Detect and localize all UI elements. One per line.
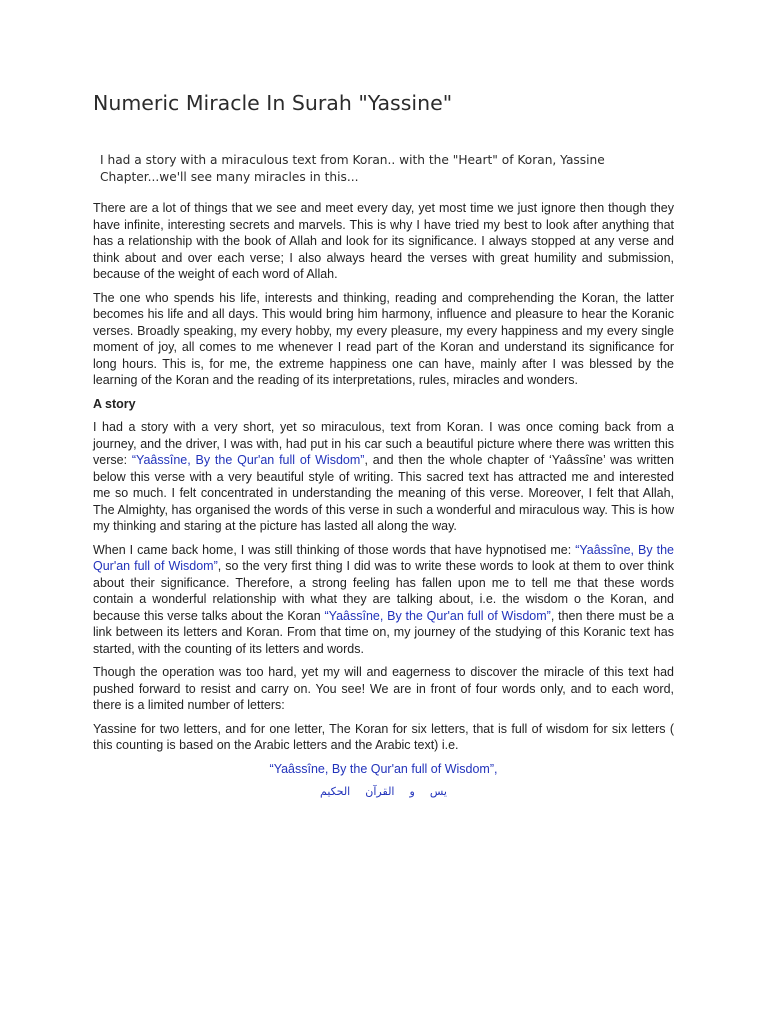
paragraph-1: There are a lot of things that we see and meet every day, yet most time we just ignore then though they have infinite, interesting secrets and marvels. This is why I have tried my best to look after anything that has a relationship with the book of Allah and look for its significance. I always stopped at any verse and think about and over each verse; I also always heard the verses with great humility and submission, because of the weight of each word of Allah. [93,201,674,281]
paragraph-3-text-c: , and then the whole chapter of ‘Yaâssîne’ was written below this verse with a very beautiful style of writing. This sacred text has attracted me and interested me so much. I felt concentrated in understanding the meaning of this verse. Moreover, I felt that Allah, The Almighty, has organised the words of this verse in such a wonderful and miraculous way. This is how my thinking and staring at the picture has lasted all along the way. [93,453,675,533]
document-title: Numeric Miracle In Surah "Yassine" [93,91,453,115]
paragraph-3-text-a: I had a story with a very short, yet so miraculous, text from Koran. I was once coming back from a journey, and the driver, I was with, had put in his car such a beautiful picture where there was written this verse: [93,420,674,467]
paragraph-4-text-e: , then there must be a link between its letters and Koran. From that time on, my journey of the studying of this Koranic text has started, with the counting of its letters and words. [93,608,675,656]
verse-quote: “Yaâssîne, By the Qur'an full of Wisdom” [93,542,674,573]
verse-centered: “Yaâssîne, By the Qur'an full of Wisdom”, [269,761,498,776]
paragraph-5: Though the operation was too hard, yet my will and eagerness to discover the miracle of this text had pushed forward to resist and carry on. You see! We are in front of four words only, and to each word, there is a limited number of letters: [93,665,674,712]
verse-quote: “Yaâssîne, By the Qur'an full of Wisdom” [131,453,365,467]
paragraph-2: The one who spends his life, interests and thinking, reading and comprehending the Koran, the latter becomes his life and all days. This would bring him harmony, influence and pleasure to hear the Koranic verses. Broadly speaking, my every hobby, my every pleasure, my every happiness and my every single moment of joy, all comes to me whenever I read part of the Koran and understand its significance for long hours. This is, for me, the extreme happiness one can have, mainly after I was blessed by the learning of the Koran and the reading of its interpretations, rules, miracles and wonders. [93,290,674,387]
verse-quote: “Yaâssîne, By the Qur'an full of Wisdom” [324,608,551,623]
paragraph-4-text-a: When I came back home, I was still thinking of those words that have hypnotised me: [93,542,576,557]
document-abstract: I had a story with a miraculous text from Koran.. with the "Heart" of Koran, Yassine Chapter...we'll see many miracles in this... [100,153,605,184]
paragraph-6: Yassine for two letters, and for one letter, The Koran for six letters, that is full of wisdom for six letters ( this counting is based on the Arabic letters and the Arabic text) i.e. [93,721,674,752]
arabic-verse: يس و القرآن الحكيم [320,786,447,798]
section-heading: A story [93,396,136,411]
paragraph-3 [93,419,674,535]
paragraph-4 [93,542,674,658]
paragraph-4-text-c: , so the very first thing I did was to write these words to look at them to over think about their significance. Therefore, a strong feeling has fallen upon me to tell me that these words contain a wonderful relationship with what they are talking about, i.e. the wisdom o the Koran, and because this verse talks about the Koran [93,559,674,623]
document-body [93,200,674,801]
